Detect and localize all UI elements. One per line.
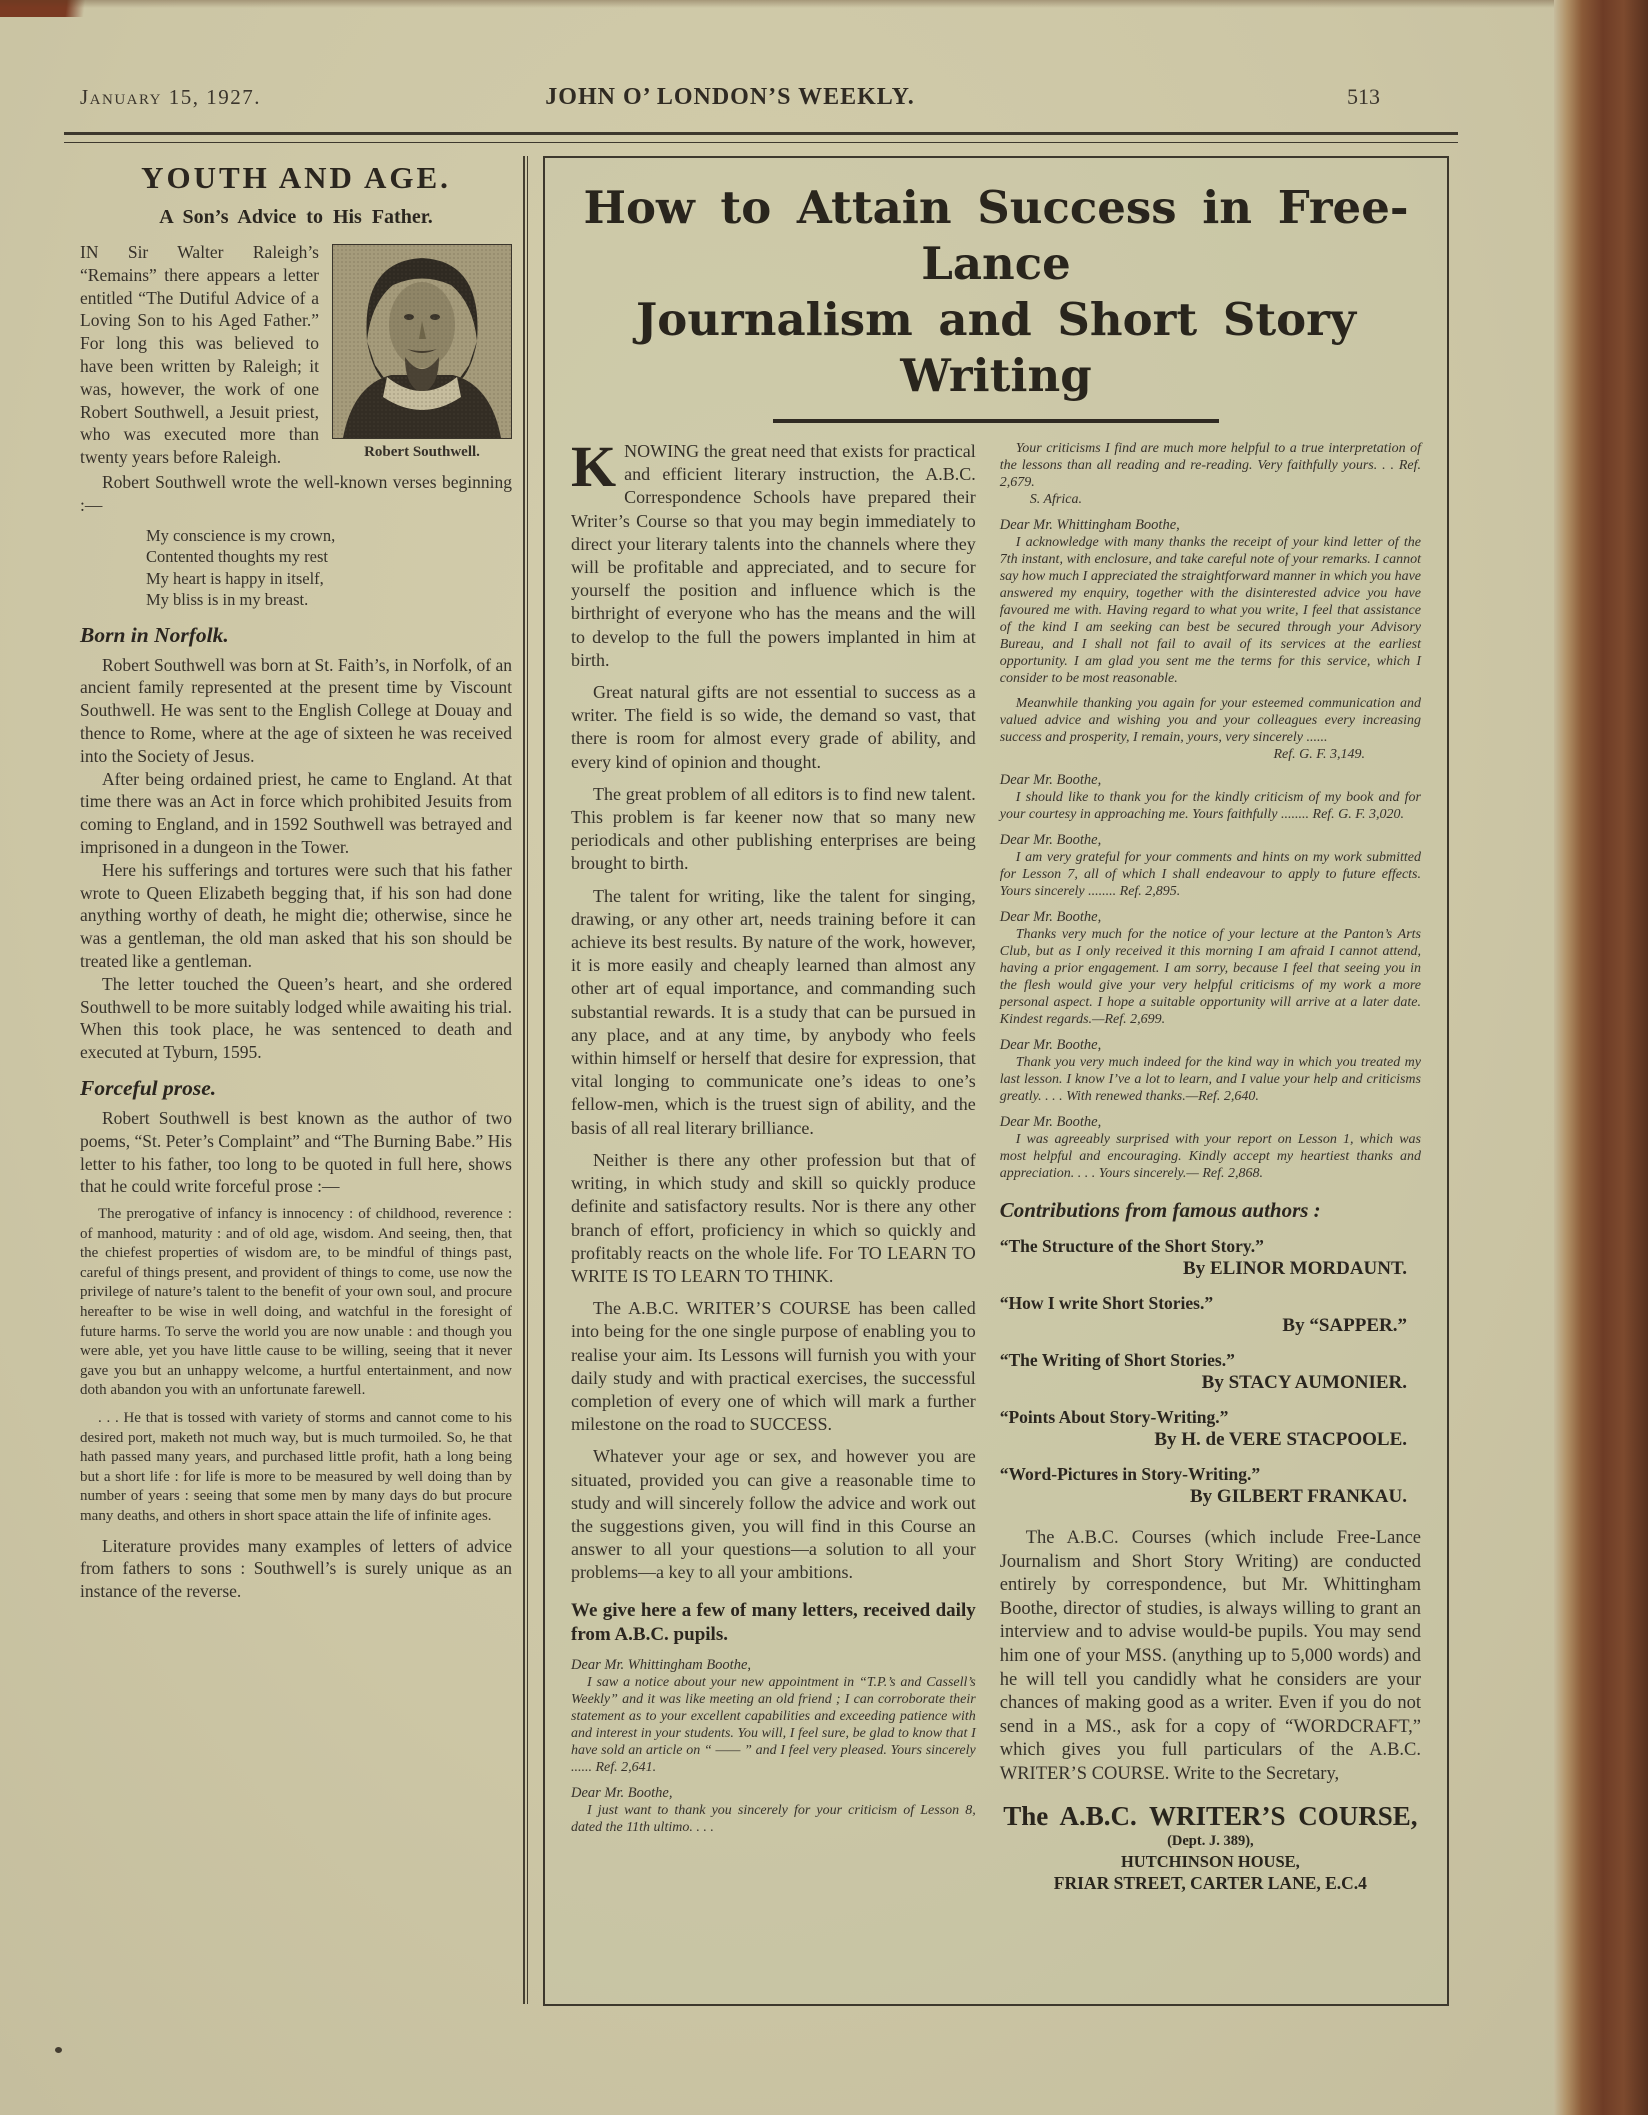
letter-body: I just want to thank you sincerely for your criticism of Lesson 8, dated the 11th ultimo. . . . [571, 1802, 976, 1835]
ad-column-right [1000, 440, 1421, 1894]
page-header [80, 84, 1438, 111]
letters-intro: We give here a few of many letters, received daily from A.B.C. pupils. [571, 1599, 976, 1645]
letter-salutation: Dear Mr. Boothe, [999, 772, 1102, 788]
portrait-caption: Robert Southwell. [364, 444, 480, 460]
ad-paragraph: Great natural gifts are not essential to success as a writer. The field is so wide, the demand so vast, that there is room for almost every grade of ability, and every kind of opinion and thought. [571, 682, 976, 772]
contribution-author: By H. de VERE STACPOOLE. [1154, 1429, 1407, 1450]
section-heading-forceful-prose: Forceful prose. [80, 1075, 217, 1100]
contribution-title: “The Writing of Short Stories.” [999, 1350, 1235, 1370]
letter-salutation: Dear Mr. Boothe, [999, 1114, 1102, 1130]
letter-body: I acknowledge with many thanks the receipt of your kind letter of the 7th instant, with enclosure, and take careful note of your remarks. I cannot say how much I appreciated the straightforward manner in which you have answered my enquiry, together with the disinterested advice you have favoured me with. Having regard to what you write, I feel that assistance of the kind I am seeking can best be secured through your Advisory Bureau, and I shall not fail to avail of its services at the earliest opportunity. I am glad you sent me the terms for this service, which I consider to be most reasonable. [999, 535, 1421, 686]
ad-closing-paragraph: The A.B.C. Courses (which include Free-Lance Journalism and Short Story Writing) are conducted entirely by correspondence, but Mr. Whittingham Boothe, director of studies, is always willing to grant an interview and to advise would-be pupils. You may send him one of your MSS. (anything up to 5,000 words) and he will tell you candidly what he considers are your chances of making good as a writer. Even if you do not send in a MS., ask for a copy of “WORDCRAFT,” which gives you full particulars of the A.B.C. WRITER’S COURSE. Write to the Secretary, [999, 1528, 1421, 1784]
ad-column-left [571, 434, 976, 1894]
page-number: 513 [1347, 84, 1381, 109]
article-youth-and-age [80, 156, 512, 2006]
ad-paragraph: The great problem of all editors is to find new talent. This problem is far keener now that so many new periodicals and other publishing enterprises are being brought to birth. [571, 783, 976, 874]
contribution-author: By GILBERT FRANKAU. [1190, 1486, 1407, 1507]
testimonial-letter [571, 1784, 976, 1836]
testimonial-letter [1000, 831, 1421, 900]
testimonial-letter [1000, 1036, 1421, 1105]
letter-salutation: Dear Mr. Boothe, [999, 909, 1102, 925]
contribution-author: By ELINOR MORDAUNT. [1183, 1258, 1407, 1279]
poem-line: My conscience is my crown, [146, 525, 336, 545]
ink-spot [55, 2047, 62, 2053]
article-title: YOUTH AND AGE. [141, 160, 451, 195]
quoted-prose: The prerogative of infancy is innocency : of childhood, reverence : of manhood, maturity : and of old age, wisdom. And seeing, then, that the chiefest properties of wisdom are, to be mindful of things past, careful of things present, and provident of things to come, use now the privilege of nature’s talent to the benefit of your own soul, and procure hereafter to be wise in well doing, and watchful in the foresight of future harms. To serve the world you are now unable : and though you were able, yet you have little cause to be willing, seeing that it never gave you but an unhappy welcome, a hurtful entertainment, and now doth abandon you with an unfortunate farewell. [80, 1206, 512, 1399]
drop-cap: K [571, 434, 617, 499]
ad-paragraph [571, 434, 976, 672]
quoted-prose: . . . He that is tossed with variety of storms and cannot come to his desired port, maketh not much way, but is much turmoiled. So, he that hath passed many years, and purchased little profit, hath a long being but a short life : for life is more to be measured by well doing than by number of years : seeing that some men by many days do but procure many deaths, and others in short space attain the life of infinite ages. [80, 1410, 512, 1524]
contribution-author: By STACY AUMONIER. [1201, 1372, 1407, 1393]
ad-paragraph: The talent for writing, like the talent for singing, drawing, or any other art, needs training before it can achieve its best results. By nature of the work, however, it is more easily and cheaply learned than almost any other art of equal importance, and commanding such substantial rewards. It is a study that can be pursued in any place, and at any time, by anybody who feels within himself or herself that desire for expression, that vital longing to communicate one’s ideas to one’s fellow-men, which is the truest sign of ability, and the basis of all real literary brilliance. [571, 885, 976, 1138]
article-paragraph: Here his sufferings and tortures were such that his father wrote to Queen Elizabeth begging that, if his son had done anything worthy of death, he might die; otherwise, since he was a gentleman, the old man asked that his son should be treated like a gentleman. [80, 859, 512, 971]
letter-body: Thank you very much indeed for the kind way in which you treated my last lesson. I know I’ve a lot to learn, and I value your help and criticisms greatly. . . . With renewed thanks.—Ref. 2,640. [999, 1055, 1421, 1104]
article-paragraph: The letter touched the Queen’s heart, and she ordered Southwell to be more suitably lodged while awaiting his trial. When this took place, he was sentenced to death and executed at Tyburn, 1595. [80, 973, 512, 1063]
course-dept: (Dept. J. 389), [1167, 1832, 1254, 1849]
article-subtitle: A Son’s Advice to His Father. [159, 206, 433, 228]
contribution-item [1000, 1406, 1421, 1452]
contribution-item [1000, 1235, 1421, 1281]
article-lead-block [80, 241, 512, 517]
letter-body: I was agreeably surprised with your report on Lesson 1, which was most helpful and encouraging. Kindly accept my heartiest thanks and appreciation. . . . Yours sincerely.— Ref. 2,868. [999, 1132, 1421, 1181]
issue-date: January 15, 1927. [80, 85, 262, 109]
ad-headline [571, 180, 1421, 404]
ad-headline-line1: How to Attain Success in Free-Lance [583, 181, 1409, 290]
poem-line: My heart is happy in itself, [146, 568, 324, 588]
section-heading-born-in-norfolk: Born in Norfolk. [80, 622, 229, 647]
contribution-title: “How I write Short Stories.” [999, 1293, 1214, 1313]
letter-salutation: Dear Mr. Boothe, [999, 1037, 1102, 1053]
contribution-item [1000, 1349, 1421, 1395]
testimonial-letter [1000, 771, 1421, 823]
testimonial-letter [1000, 908, 1421, 1028]
ad-paragraph: Whatever your age or sex, and however you are situated, provided you can give a reasonable time to study and will sincerely follow the advice and work out the suggestions given, you will find in this Course an answer to all your questions—a solution to all your problems—a key to all your ambitions. [571, 1446, 976, 1583]
abc-writers-course-ad [543, 156, 1449, 2006]
masthead-title: JOHN O’ LONDON’S WEEKLY. [545, 84, 915, 110]
letter-salutation: Dear Mr. Whittingham Boothe, [571, 1656, 752, 1673]
letter-body: Meanwhile thanking you again for your esteemed communication and valued advice and wishing you and your colleagues every increasing success and prosperity, I remain, yours, very sincerely ...... [999, 696, 1421, 745]
poem-line: Contented thoughts my rest [146, 547, 328, 567]
page-columns [80, 156, 1449, 2006]
letter-body: I am very grateful for your comments and hints on my work submitted for Lesson 7, all of which I shall endeavour to apply to future effects. Yours sincerely ........ Ref. 2,895. [999, 850, 1421, 899]
letter-body: Your criticisms I find are much more helpful to a true interpretation of the lessons than all reading and re-reading. Very faithfully yours. . . Ref. 2,679. [999, 441, 1421, 490]
testimonial-letter [1000, 695, 1421, 763]
ad-headline-line2: Journalism and Short Story Writing [636, 293, 1356, 402]
letter-salutation: Dear Mr. Whittingham Boothe, [999, 517, 1180, 533]
contribution-title: “Points About Story-Writing.” [999, 1407, 1229, 1427]
portrait-image [332, 244, 512, 439]
ad-paragraph: Neither is there any other profession but that of writing, in which study and skill so quickly produce definite and satisfactory results. Nor is there any other branch of effort, proficiency in which so quickly and profitably reacts on the whole life. For TO LEARN TO WRITE IS TO LEARN TO THINK. [571, 1149, 976, 1286]
contributions-heading: Contributions from famous authors : [999, 1198, 1321, 1222]
letter-salutation: Dear Mr. Boothe, [571, 1784, 673, 1801]
contribution-title: “The Structure of the Short Story.” [999, 1236, 1264, 1256]
article-paragraph: Robert Southwell was born at St. Faith’s, in Norfolk, of an ancient family represented at the present time by Viscount Southwell. He was sent to the English College at Douay and thence to Rome, where at the age of sixteen he was received into the Society of Jesus. [80, 654, 512, 766]
header-rule [64, 132, 1458, 143]
testimonial-letter [571, 1656, 976, 1776]
contribution-item [1000, 1463, 1421, 1509]
column-divider-rule [523, 156, 528, 2004]
course-address-line2: FRIAR STREET, CARTER LANE, E.C.4 [1053, 1872, 1367, 1893]
article-paragraph: Robert Southwell wrote the well-known verses beginning :— [80, 471, 512, 515]
article-paragraph: Literature provides many examples of letters of advice from fathers to sons : Southwell’s is surely unique as an instance of the reverse. [80, 1535, 512, 1602]
letter-reference: Ref. G. F. 3,149. [1273, 747, 1365, 762]
article-paragraph: After being ordained priest, he came to England. At that time there was an Act in force which prohibited Jesuits from coming to England, and in 1592 Southwell was betrayed and imprisoned in a dungeon in the Tower. [80, 768, 512, 857]
testimonial-letter [1000, 516, 1421, 687]
poem-block [146, 525, 512, 611]
page-top-shadow [0, 0, 1554, 8]
portrait-figure [332, 244, 512, 461]
ad-paragraph-text: NOWING the great need that exists for practical and efficient literary instruction, the A.B.C. Correspondence Schools have prepared their Writer’s Course so that you may begin immediately to direct your literary talents into the channels where they will be profitable and appreciated, and to secure for yourself the position and influence which is the birthright of everyone who has the means and the will to develop to the full the powers implanted in him at birth. [571, 441, 976, 670]
headline-underline-rule [773, 419, 1219, 423]
poem-line: My bliss is in my breast. [146, 590, 309, 610]
testimonial-letter [1000, 440, 1421, 508]
testimonial-letter [1000, 1113, 1421, 1182]
contribution-title: “Word-Pictures in Story-Writing.” [999, 1464, 1261, 1484]
ad-paragraph: The A.B.C. WRITER’S COURSE has been called into being for the one single purpose of enabling you to realise your aim. Its Lessons will furnish you with your daily study and with practical exercises, the successful completion of every one of which will mark a further milestone on the road to SUCCESS. [571, 1298, 976, 1435]
article-paragraph: IN Sir Walter Raleigh’s “Remains” there appears a letter entitled “The Dutiful Advice of a Loving Son to his Aged Father.” For long this was believed to have been written by Raleigh; it was, however, the work of one Robert Southwell, a Jesuit priest, who was executed more than twenty years before Raleigh. [80, 242, 319, 468]
contribution-item [1000, 1292, 1421, 1338]
letter-body: I should like to thank you for the kindly criticism of my book and for your courtesy in approaching me. Yours faithfully ........ Ref. G. F. 3,020. [999, 790, 1421, 822]
contribution-author: By “SAPPER.” [1282, 1315, 1407, 1336]
article-paragraph: Robert Southwell is best known as the author of two poems, “St. Peter’s Complaint” and “The Burning Babe.” His letter to his father, too long to be quoted in full here, shows that he could write forceful prose :— [80, 1107, 512, 1197]
course-address-line1: HUTCHINSON HOUSE, [1120, 1851, 1300, 1871]
letter-body: Thanks very much for the notice of your lecture at the Panton’s Arts Club, but as I only received it this morning I am afraid I cannot attend, having a prior engagement. I am sorry, because I feel that seeing you in the flesh would give your very helpful criticisms of my work a more personal aspect. I hope a suitable opportunity will arrive at a later date. Kindest regards.—Ref. 2,699. [999, 927, 1421, 1027]
letter-body: I saw a notice about your new appointment in “T.P.’s and Cassell’s Weekly” and it was like meeting an old friend ; I can corroborate their statement as to your excellent capabilities and exceeding patience with and interest in your students. You will, I feel sure, be glad to know that I have sold an article on “ —— ” and I feel very pleased. Yours sincerely ...... Ref. 2,641. [571, 1674, 976, 1775]
ad-columns [571, 434, 1421, 1894]
letter-signoff: S. Africa. [1029, 492, 1082, 507]
course-name: The A.B.C. WRITER’S COURSE, [1003, 1800, 1418, 1831]
page-edge-binding [1554, 0, 1648, 2115]
letter-salutation: Dear Mr. Boothe, [999, 832, 1102, 848]
